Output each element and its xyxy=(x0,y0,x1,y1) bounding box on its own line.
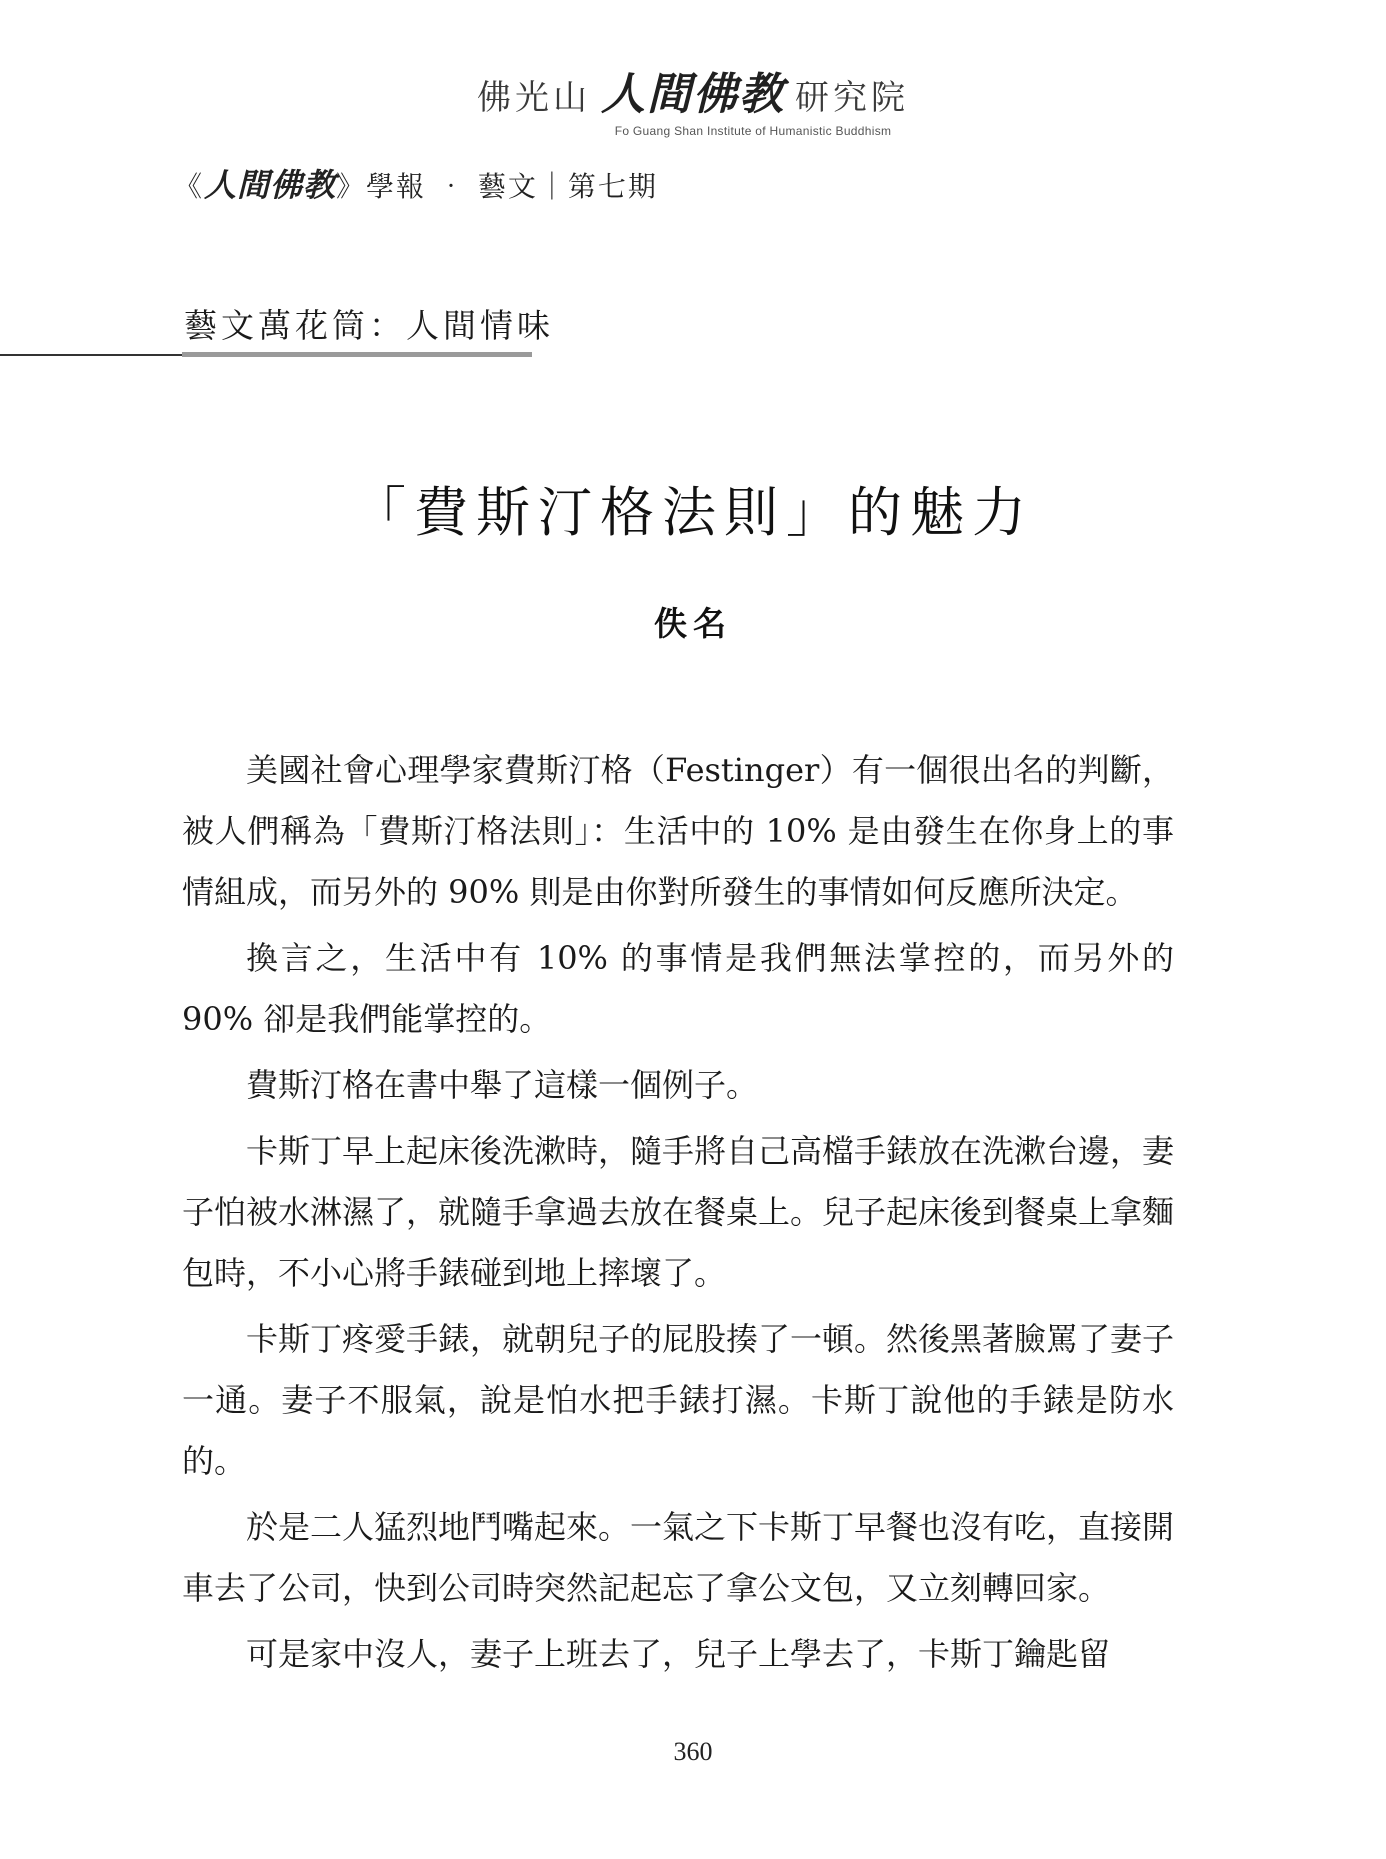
paragraph: 費斯汀格在書中舉了這樣一個例子。 xyxy=(246,1066,759,1104)
article-author: 佚名 xyxy=(654,604,732,643)
paragraph: 可是家中沒人，妻子上班去了，兒子上學去了，卡斯丁鑰匙留 xyxy=(246,1635,1111,1673)
paragraph: 換言之，生活中有 10% 的事情是我們無法掌控的，而另外的 90% 卻是我們能掌控的。 xyxy=(182,939,1174,1038)
institute-name xyxy=(0,58,1386,122)
page-number: 360 xyxy=(673,1737,713,1766)
article-body xyxy=(182,740,1174,1690)
section-rule-accent xyxy=(182,352,532,357)
institute-header xyxy=(0,58,1386,138)
journal-name: 人間佛教 xyxy=(204,166,337,204)
institute-calligraphy-logo: 人間佛教 xyxy=(601,69,785,120)
institute-english-name: Fo Guang Shan Institute of Humanistic Buddhism xyxy=(614,124,892,138)
paragraph: 於是二人猛烈地鬥嘴起來。一氣之下卡斯丁早餐也沒有吃，直接開車去了公司，快到公司時突然記起忘了拿公文包，又立刻轉回家。 xyxy=(182,1508,1175,1607)
paragraph: 美國社會心理學家費斯汀格（Festinger）有一個很出名的判斷，被人們稱為「費斯汀格法則」：生活中的 10% 是由發生在你身上的事情組成，而另外的 90% 則是由你對所發生的事情如何反應所決定。 xyxy=(182,751,1174,911)
journal-running-head xyxy=(174,160,658,206)
section-heading: 藝文萬花筒：人間情味 xyxy=(184,306,554,345)
institute-prefix: 佛光山 xyxy=(477,78,591,118)
journal-close-bracket: 》 xyxy=(336,170,367,203)
journal-open-bracket: 《 xyxy=(174,170,205,203)
journal-issue: 學報 ‧ 藝文｜第七期 xyxy=(366,170,658,203)
institute-suffix: 研究院 xyxy=(795,78,909,118)
paragraph: 卡斯丁早上起床後洗漱時，隨手將自己高檔手錶放在洗漱台邊，妻子怕被水淋濕了，就隨手拿過去放在餐桌上。兒子起床後到餐桌上拿麵包時，不小心將手錶碰到地上摔壞了。 xyxy=(182,1132,1175,1292)
paragraph: 卡斯丁疼愛手錶，就朝兒子的屁股揍了一頓。然後黑著臉罵了妻子一通。妻子不服氣，說是怕水把手錶打濕。卡斯丁說他的手錶是防水的。 xyxy=(182,1320,1175,1480)
article-title: 「費斯汀格法則」的魅力 xyxy=(352,481,1034,544)
